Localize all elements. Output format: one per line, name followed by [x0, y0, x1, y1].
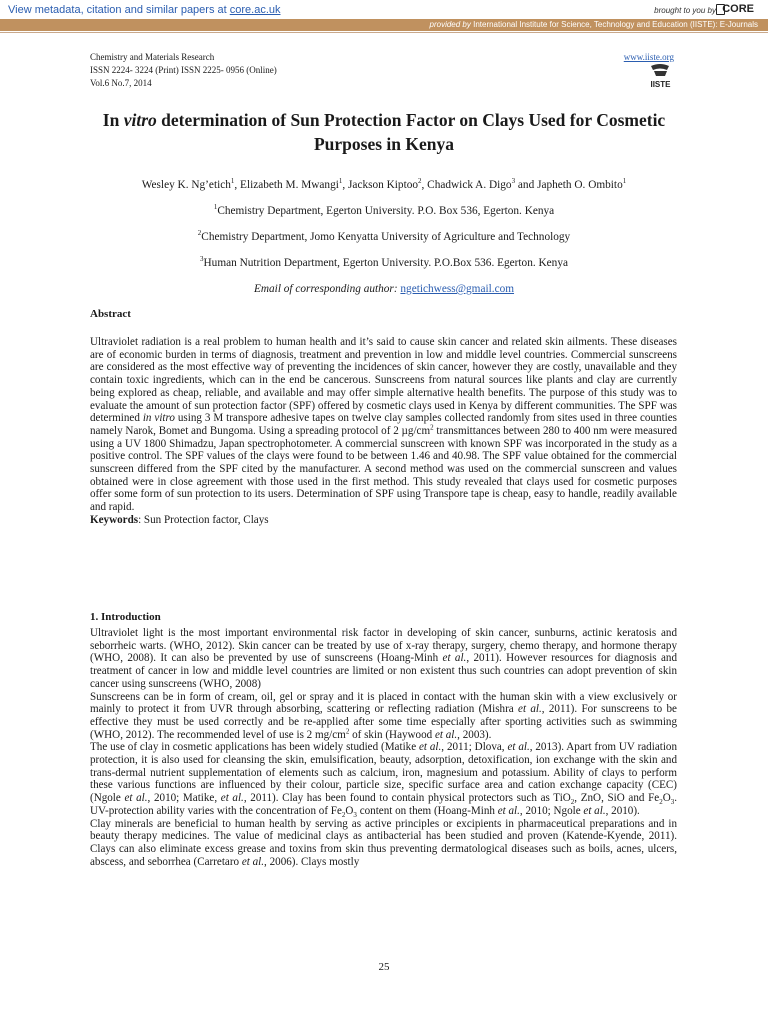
intro-paragraph-4: Clay minerals are beneficial to human health by serving as active principles or excipients in pharmaceutical preparations and in beauty therapy medicines. The value of medicinal clays as antibacterial has been studied and proven (Katende-Kyende, 2011). Clays can also eliminate excess grease and toxins from skin thus preventing dermatological diseases such as boils, acnes, ulcers, abscess, and seborrhea (Carretaro et al., 2006). Clays mostly — [90, 817, 677, 868]
introduction-body — [90, 627, 677, 868]
author-list: Wesley K. Ng’etich$^1$, Elizabeth M. Mwangi$^1$, Jackson Kiptoo$^2$, Chadwick A. Digo$^3$ and Japheth O. Ombito$^1$ — [141, 177, 627, 191]
affiliation-3: $^3$Human Nutrition Department, Egerton University. P.O.Box 536. Egerton. Kenya — [200, 255, 568, 269]
affiliation-1: $^1$Chemistry Department, Egerton University. P.O. Box 536, Egerton. Kenya — [213, 203, 555, 217]
abstract-body: Ultraviolet radiation is a real problem to human health and it’s said to cause skin cancer and related skin ailments. These diseases are of economic burden in terms of diagnosis, treatment and prevention in low and middle level countries. Commercial sunscreens are considered as the most effective way of preventing the incidences of skin cancer, however they are costly, unavailable and they contain toxic ingredients, which can in the end be cancerous. Sunscreens from natural sources like plants and clay are currently being explored as cheap, reliable, and available and may offer simple alternative health benefits. The purpose of this study was to evaluate the amount of sun protection factor (SPF) offered by cosmetic clays used in Kenya by different communities. The SPF was determined in vitro using 3 M transpore adhesive tapes on twelve clay samples collected randomly from sites used in three counties namely Narok, Bomet and Bungoma. Using a spreading protocol of 2 $\mu g/cm^2$ transmittances between 280 to 400 nm were measured using a UV 1800 Shimadzu, Japan spectrophotometer. A commercial sunscreen with known SPF was incorporated in the study as a positive control. The SPF values of the clays were found to be between 1.46 and 40.98. The SPF value obtained for the commercial sunscreen differed from the SPF cited by the manufacturer. A second method was used on the commercial sunscreen and values obtained were in close agreement with those used in the first method. This study revealed that clays used for cosmetic purposes offer some form of sun protection to its users. Determination of SPF using Transpore tape is cheap, easy to handle, readily available and rapid. Keywords: Sun Protection factor, Clays — [90, 336, 678, 526]
keywords: : Sun Protection factor, Clays — [138, 513, 269, 526]
journal-name: Chemistry and Materials Research — [90, 52, 215, 62]
iiste-logo — [647, 64, 674, 90]
provided-by-strip: provided by International Institute for Science, Technology and Education (IISTE): E-Journals — [0, 19, 768, 31]
page-number: 25 — [378, 961, 390, 973]
journal-issn: ISSN 2224- 3224 (Print) ISSN 2225- 0956 (Online) — [90, 65, 277, 75]
iiste-logo-text: IISTE — [650, 80, 671, 89]
affiliation-2: $^2$Chemistry Department, Jomo Kenyatta University of Agriculture and Technology — [197, 229, 571, 243]
keywords-label: Keywords — [90, 513, 139, 526]
abstract-heading: Abstract — [90, 308, 131, 320]
introduction-heading: 1. Introduction — [90, 611, 161, 623]
core-banner — [0, 0, 768, 33]
intro-paragraph-3: The use of clay in cosmetic applications has been widely studied (Matike et al., 2011; Dlova, et al., 2013). Apart from UV radiation protection, it is also used for cleansing the skin, emulsification, beauty, adsorption, detoxification, ion exchange with the skin and trans-dermal nutrient supplementation of elements such as calcium, iron, magnesium and potassium. Ability of clays to perform these various functions are influenced by their colour, particle size, specific surface area and cation exchange capacity (CEC) (Ngole et al., 2010; Matike, et al., 2011). Clay has been found to contain physical protectors such as TiO$_2$, ZnO, SiO and $Fe_2O_3$. UV-protection ability varies with the concentration of $Fe_2O_3$ content on them (Hoang-Minh et al., 2010; Ngole et al., 2010). — [90, 741, 677, 820]
corresponding-email: Email of corresponding author: ngetichwess@gmail.com — [253, 283, 515, 295]
brought-to-you-text: brought to you by — [654, 6, 716, 15]
core-logo[interactable]: CORE — [722, 3, 754, 15]
intro-paragraph-2: Sunscreens can be in form of cream, oil, gel or spray and it is placed in contact with the human skin with a view exclusively or mainly to protect it from UVR through absorbing, scattering or reflecting radiation (Mishra et al., 2011). For sunscreens to be effective they must be used correctly and be re-applied after some time especially after sporting activities such as swimming (WHO, 2012). The recommended level of use is 2 $mg/cm^2$ of skin (Haywood et al., 2003). — [90, 690, 677, 741]
journal-volume: Vol.6 No.7, 2014 — [90, 78, 152, 88]
intro-paragraph-1: Ultraviolet light is the most important environmental risk factor in developing of skin cancer, sunburns, actinic keratosis and seborrheic warts. (WHO, 2012). Skin cancer can be treated by use of x-ray therapy, surgery, chemo therapy, and hormone therapy (WHO, 2008). It can also be prevented by use of sunscreens (Hoang-Minh et al., 2011). However resources for diagnosis and treatment of cancer in low and middle level countries are limited or non existent thus such countries can adopt prevention of skin cancer using sunscreens (WHO, 2008) — [90, 627, 677, 690]
journal-url-link[interactable]: www.iiste.org — [623, 52, 674, 62]
core-metadata-link[interactable]: View metadata, citation and similar papers at core.ac.uk — [8, 4, 281, 16]
email-link[interactable]: ngetichwess@gmail.com — [400, 283, 515, 295]
paper-title: In vitro determination of Sun Protection Factor on Clays Used for Cosmetic Purposes in Kenya — [102, 110, 666, 154]
